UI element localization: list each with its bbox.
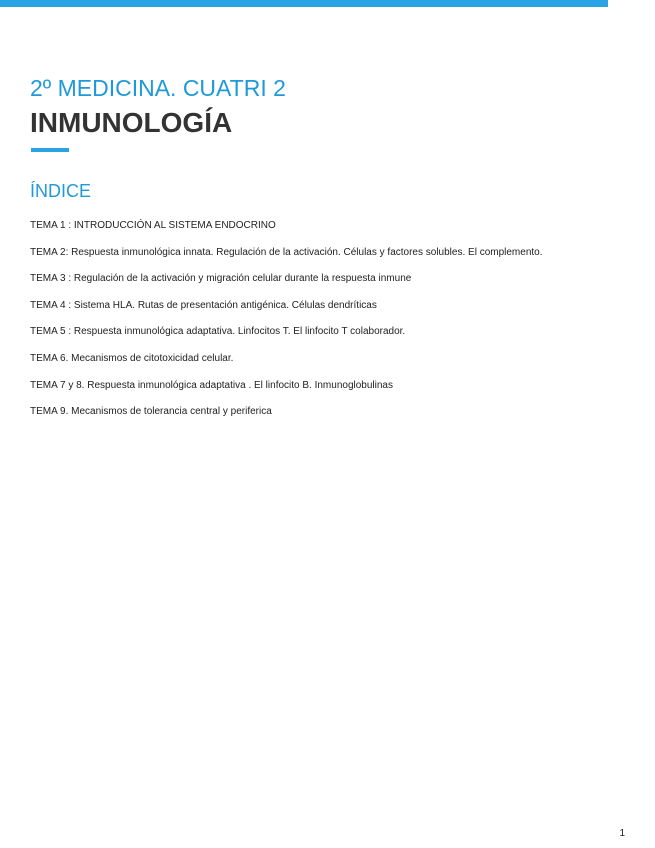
toc-item-tema-7-8: TEMA 7 y 8. Respuesta inmunológica adaptativa . El linfocito B. Inmunoglobulinas	[30, 379, 393, 391]
toc-item-tema-4: TEMA 4 : Sistema HLA. Rutas de presentación antigénica. Células dendríticas	[30, 299, 377, 311]
toc-item-tema-9: TEMA 9. Mecanismos de tolerancia central y periferica	[30, 406, 272, 418]
toc-item-tema-2: TEMA 2: Respuesta inmunológica innata. Regulación de la activación. Células y factores solubles. El complemento.	[30, 246, 543, 258]
toc-item-tema-6: TEMA 6. Mecanismos de citotoxicidad celular.	[30, 352, 234, 364]
table-of-contents	[30, 218, 543, 431]
top-accent-bar	[0, 0, 608, 7]
toc-item-tema-1: TEMA 1 : INTRODUCCIÓN AL SISTEMA ENDOCRINO	[30, 220, 276, 231]
toc-item-tema-5: TEMA 5 : Respuesta inmunológica adaptativa. Linfocitos T. El linfocito T colaborador.	[30, 326, 406, 338]
document-subtitle: 2º MEDICINA. CUATRI 2	[30, 75, 286, 101]
document-title: INMUNOLOGÍA	[30, 107, 233, 138]
page-number: 1	[619, 828, 625, 839]
toc-item-tema-3: TEMA 3 : Regulación de la activación y migración celular durante la respuesta inmune	[30, 273, 412, 285]
title-underline	[31, 148, 69, 152]
index-heading: ÍNDICE	[30, 181, 92, 201]
